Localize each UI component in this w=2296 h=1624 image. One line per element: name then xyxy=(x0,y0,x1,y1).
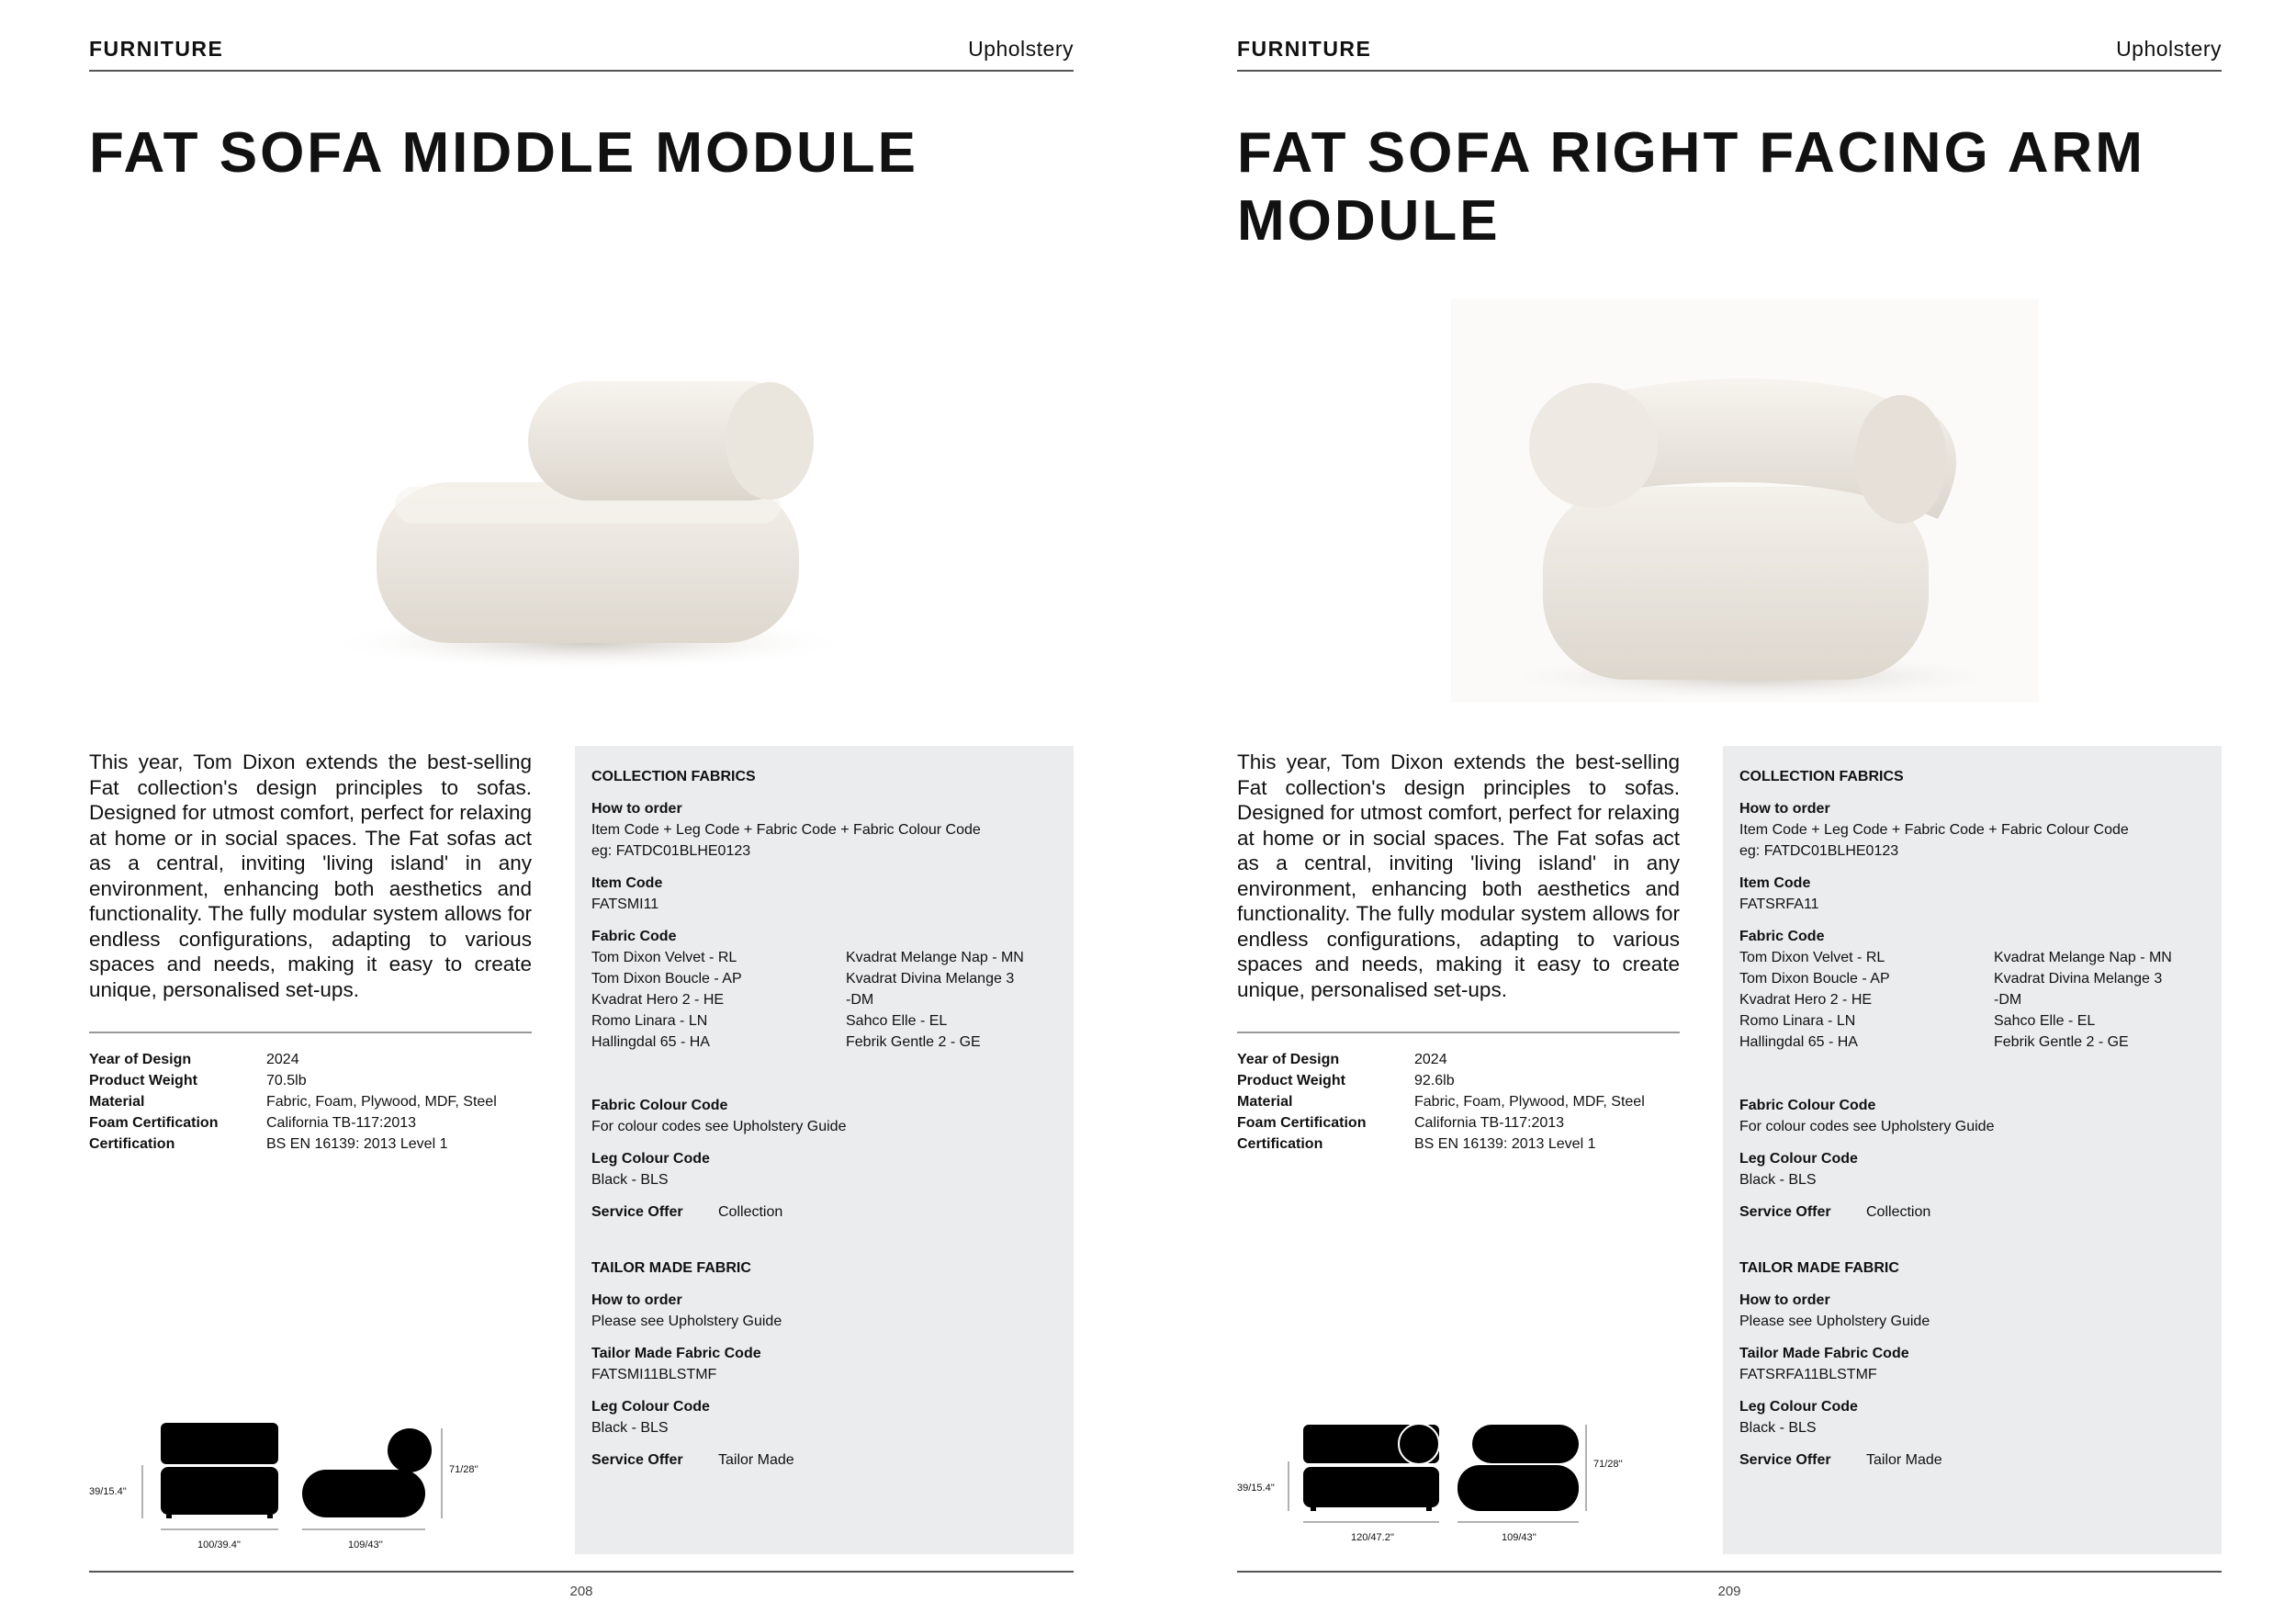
side-back-silhouette xyxy=(1472,1425,1579,1463)
footer-divider xyxy=(1237,1571,2222,1573)
tailor-code: FATSRFA11BLSTMF xyxy=(1739,1367,1877,1382)
fabric-code-item: Tom Dixon Velvet - RL xyxy=(591,950,737,965)
spec-value: 2024 xyxy=(266,1052,299,1067)
service-offer-value: Collection xyxy=(718,1204,783,1220)
side-seat-silhouette xyxy=(1458,1465,1579,1511)
spec-value: 2024 xyxy=(1414,1052,1447,1067)
product-description: This year, Tom Dixon extends the best-selling Fat collection's design principles to sofas. Designed for utmost comfort, perfect for relaxing at home or in social spaces. The Fat sofas act as a central, inviting 'living island' in any environment, enhancing both aesthetics and functionality. The fully modular system allows for endless configurations, adapting to various spaces and needs, making it easy to create unique, personalised set-ups. xyxy=(1237,750,1680,1001)
item-code-label: Item Code xyxy=(591,875,663,891)
spec-row xyxy=(89,1049,532,1070)
spec-value: 92.6lb xyxy=(1414,1073,1455,1088)
how-to-order-text: Item Code + Leg Code + Fabric Code + Fabric Colour Code xyxy=(591,822,981,838)
dimension-diagram xyxy=(89,1419,548,1557)
spec-row xyxy=(1237,1070,1680,1091)
service-offer-value: Collection xyxy=(1866,1204,1931,1220)
fabric-code-item: Kvadrat Hero 2 - HE xyxy=(1739,992,1873,1008)
category-label: Upholstery xyxy=(968,37,1074,61)
product-description: This year, Tom Dixon extends the best-selling Fat collection's design principles to sofas. Designed for utmost comfort, perfect for relaxing at home or in social spaces. The Fat sofas act as a central, inviting 'living island' in any environment, enhancing both aesthetics and functionality. The fully modular system allows for endless configurations, adapting to various spaces and needs, making it easy to create unique, personalised set-ups. xyxy=(89,750,532,1001)
right-page xyxy=(1148,0,2296,1624)
spec-row xyxy=(1237,1049,1680,1070)
height-dimension: 39/15.4'' xyxy=(1237,1483,1275,1494)
height-dimension: 39/15.4'' xyxy=(89,1486,127,1497)
service-offer xyxy=(1739,1201,2205,1223)
side-seat-silhouette xyxy=(302,1470,425,1517)
tailor-made-heading: TAILOR MADE FABRIC xyxy=(1739,1260,1899,1276)
order-example: eg: FATDC01BLHE0123 xyxy=(1739,843,1899,859)
fabric-code-item: -DM xyxy=(846,992,874,1008)
fabric-colour-text: For colour codes see Upholstery Guide xyxy=(1739,1119,1995,1134)
width-dimension: 120/47.2'' xyxy=(1351,1532,1395,1543)
tailor-service-value: Tailor Made xyxy=(1866,1452,1942,1468)
front-seat-silhouette xyxy=(161,1467,278,1515)
spec-value: 70.5lb xyxy=(266,1073,307,1088)
spec-value: Fabric, Foam, Plywood, MDF, Steel xyxy=(266,1094,497,1110)
fabric-colour-text: For colour codes see Upholstery Guide xyxy=(591,1119,847,1134)
spec-key: Material xyxy=(1237,1094,1293,1110)
tailor-code-label: Tailor Made Fabric Code xyxy=(1739,1346,1909,1361)
fabric-code-item: Sahco Elle - EL xyxy=(846,1013,948,1029)
service-offer-label: Service Offer xyxy=(591,1204,683,1220)
product-photo xyxy=(1424,299,2066,712)
page-number: 208 xyxy=(569,1584,593,1599)
tailor-how-text: Please see Upholstery Guide xyxy=(1739,1314,1930,1329)
fabric-code-list xyxy=(1739,947,2205,1053)
middle-module-illustration xyxy=(312,331,900,716)
leg-colour-text: Black - BLS xyxy=(591,1172,669,1188)
page-header xyxy=(89,33,1074,72)
fabric-code-item: Romo Linara - LN xyxy=(1739,1013,1856,1029)
section-label: FURNITURE xyxy=(89,37,224,61)
spec-key: Foam Certification xyxy=(1237,1115,1367,1131)
divider xyxy=(89,1032,532,1033)
leg-colour-label: Leg Colour Code xyxy=(1739,1151,1858,1167)
spec-table xyxy=(89,1049,532,1155)
section-label: FURNITURE xyxy=(1237,37,1372,61)
fabric-code-item: -DM xyxy=(1994,992,2022,1008)
tailor-how-text: Please see Upholstery Guide xyxy=(591,1314,782,1329)
spec-key: Product Weight xyxy=(1237,1073,1345,1088)
product-photo xyxy=(312,331,900,716)
spec-row xyxy=(89,1112,532,1133)
fabric-code-list xyxy=(591,947,1057,1053)
service-offer xyxy=(591,1201,1057,1223)
side-bolster-silhouette xyxy=(388,1428,432,1472)
order-example: eg: FATDC01BLHE0123 xyxy=(591,843,751,859)
spec-value: California TB-117:2013 xyxy=(266,1115,417,1131)
spec-value: Fabric, Foam, Plywood, MDF, Steel xyxy=(1414,1094,1645,1110)
fabric-code-item: Febrik Gentle 2 - GE xyxy=(846,1034,981,1050)
tailor-service-label: Service Offer xyxy=(1739,1452,1831,1468)
how-to-order-label: How to order xyxy=(591,801,682,817)
item-code: FATSMI11 xyxy=(591,897,659,912)
page-number: 209 xyxy=(1717,1584,1741,1599)
spec-key: Year of Design xyxy=(89,1052,192,1067)
depth-dimension: 109/43'' xyxy=(348,1539,383,1551)
spec-row xyxy=(1237,1133,1680,1155)
leg-colour-label: Leg Colour Code xyxy=(591,1151,710,1167)
collection-fabrics-heading: COLLECTION FABRICS xyxy=(591,769,756,784)
tailor-service-label: Service Offer xyxy=(591,1452,683,1468)
tailor-service-offer xyxy=(591,1449,1057,1471)
tailor-how-label: How to order xyxy=(591,1292,682,1308)
fabric-code-item: Kvadrat Melange Nap - MN xyxy=(846,950,1024,965)
fabric-code-item: Kvadrat Hero 2 - HE xyxy=(591,992,725,1008)
dimension-diagram xyxy=(1237,1419,1696,1557)
footer-divider xyxy=(89,1571,1074,1573)
fabric-code-label: Fabric Code xyxy=(591,929,677,944)
depth-dimension: 109/43'' xyxy=(1502,1532,1536,1543)
tailor-code: FATSMI11BLSTMF xyxy=(591,1367,717,1382)
item-code: FATSRFA11 xyxy=(1739,897,1819,912)
dimension-drawing xyxy=(89,1419,548,1557)
fabric-colour-label: Fabric Colour Code xyxy=(591,1098,728,1113)
tailor-service-value: Tailor Made xyxy=(718,1452,794,1468)
spec-row xyxy=(1237,1091,1680,1112)
total-height-dimension: 71/28'' xyxy=(449,1464,478,1475)
fabric-code-item: Kvadrat Divina Melange 3 xyxy=(846,971,1015,987)
fabric-code-item: Hallingdal 65 - HA xyxy=(591,1034,710,1050)
fabric-code-item: Kvadrat Melange Nap - MN xyxy=(1994,950,2172,965)
spec-key: Certification xyxy=(1237,1136,1323,1152)
spec-value: BS EN 16139: 2013 Level 1 xyxy=(1414,1136,1596,1152)
tailor-leg-text: Black - BLS xyxy=(1739,1420,1817,1436)
tailor-leg-label: Leg Colour Code xyxy=(1739,1399,1858,1415)
fabric-panel xyxy=(575,746,1074,1554)
how-to-order-text: Item Code + Leg Code + Fabric Code + Fabric Colour Code xyxy=(1739,822,2129,838)
front-back-silhouette xyxy=(161,1423,278,1464)
tailor-service-offer xyxy=(1739,1449,2205,1471)
front-seat-silhouette xyxy=(1303,1467,1439,1507)
dimension-drawing xyxy=(1237,1419,1696,1557)
item-code-label: Item Code xyxy=(1739,875,1811,891)
front-arm-silhouette xyxy=(1399,1424,1439,1464)
fabric-colour-label: Fabric Colour Code xyxy=(1739,1098,1876,1113)
category-label: Upholstery xyxy=(2116,37,2222,61)
spec-key: Material xyxy=(89,1094,145,1110)
spec-value: BS EN 16139: 2013 Level 1 xyxy=(266,1136,448,1152)
fabric-code-item: Tom Dixon Boucle - AP xyxy=(591,971,742,987)
tailor-made-heading: TAILOR MADE FABRIC xyxy=(591,1260,751,1276)
product-title: FAT SOFA RIGHT FACING ARM MODULE xyxy=(1237,121,2145,253)
width-dimension: 100/39.4'' xyxy=(197,1539,242,1551)
service-offer-label: Service Offer xyxy=(1739,1204,1831,1220)
arm-module-illustration xyxy=(1424,299,2066,712)
spec-key: Foam Certification xyxy=(89,1115,219,1131)
collection-fabrics-heading: COLLECTION FABRICS xyxy=(1739,769,1904,784)
total-height-dimension: 71/28'' xyxy=(1593,1459,1623,1470)
spec-key: Year of Design xyxy=(1237,1052,1340,1067)
how-to-order-label: How to order xyxy=(1739,801,1830,817)
spec-row xyxy=(89,1133,532,1155)
fabric-code-item: Tom Dixon Boucle - AP xyxy=(1739,971,1890,987)
fabric-code-item: Tom Dixon Velvet - RL xyxy=(1739,950,1885,965)
spec-key: Certification xyxy=(89,1136,175,1152)
fabric-code-item: Hallingdal 65 - HA xyxy=(1739,1034,1858,1050)
tailor-leg-text: Black - BLS xyxy=(591,1420,669,1436)
fabric-code-item: Sahco Elle - EL xyxy=(1994,1013,2096,1029)
fabric-code-item: Kvadrat Divina Melange 3 xyxy=(1994,971,2163,987)
fabric-code-item: Romo Linara - LN xyxy=(591,1013,708,1029)
spec-table xyxy=(1237,1049,1680,1155)
fabric-panel xyxy=(1723,746,2222,1554)
spec-value: California TB-117:2013 xyxy=(1414,1115,1565,1131)
tailor-code-label: Tailor Made Fabric Code xyxy=(591,1346,761,1361)
fabric-code-label: Fabric Code xyxy=(1739,929,1825,944)
divider xyxy=(1237,1032,1680,1033)
spec-row xyxy=(1237,1112,1680,1133)
fabric-code-item: Febrik Gentle 2 - GE xyxy=(1994,1034,2129,1050)
spec-row xyxy=(89,1070,532,1091)
leg-colour-text: Black - BLS xyxy=(1739,1172,1817,1188)
tailor-leg-label: Leg Colour Code xyxy=(591,1399,710,1415)
product-title: FAT SOFA MIDDLE MODULE xyxy=(89,121,918,185)
spec-row xyxy=(89,1091,532,1112)
tailor-how-label: How to order xyxy=(1739,1292,1830,1308)
spec-key: Product Weight xyxy=(89,1073,197,1088)
page-header xyxy=(1237,33,2222,72)
